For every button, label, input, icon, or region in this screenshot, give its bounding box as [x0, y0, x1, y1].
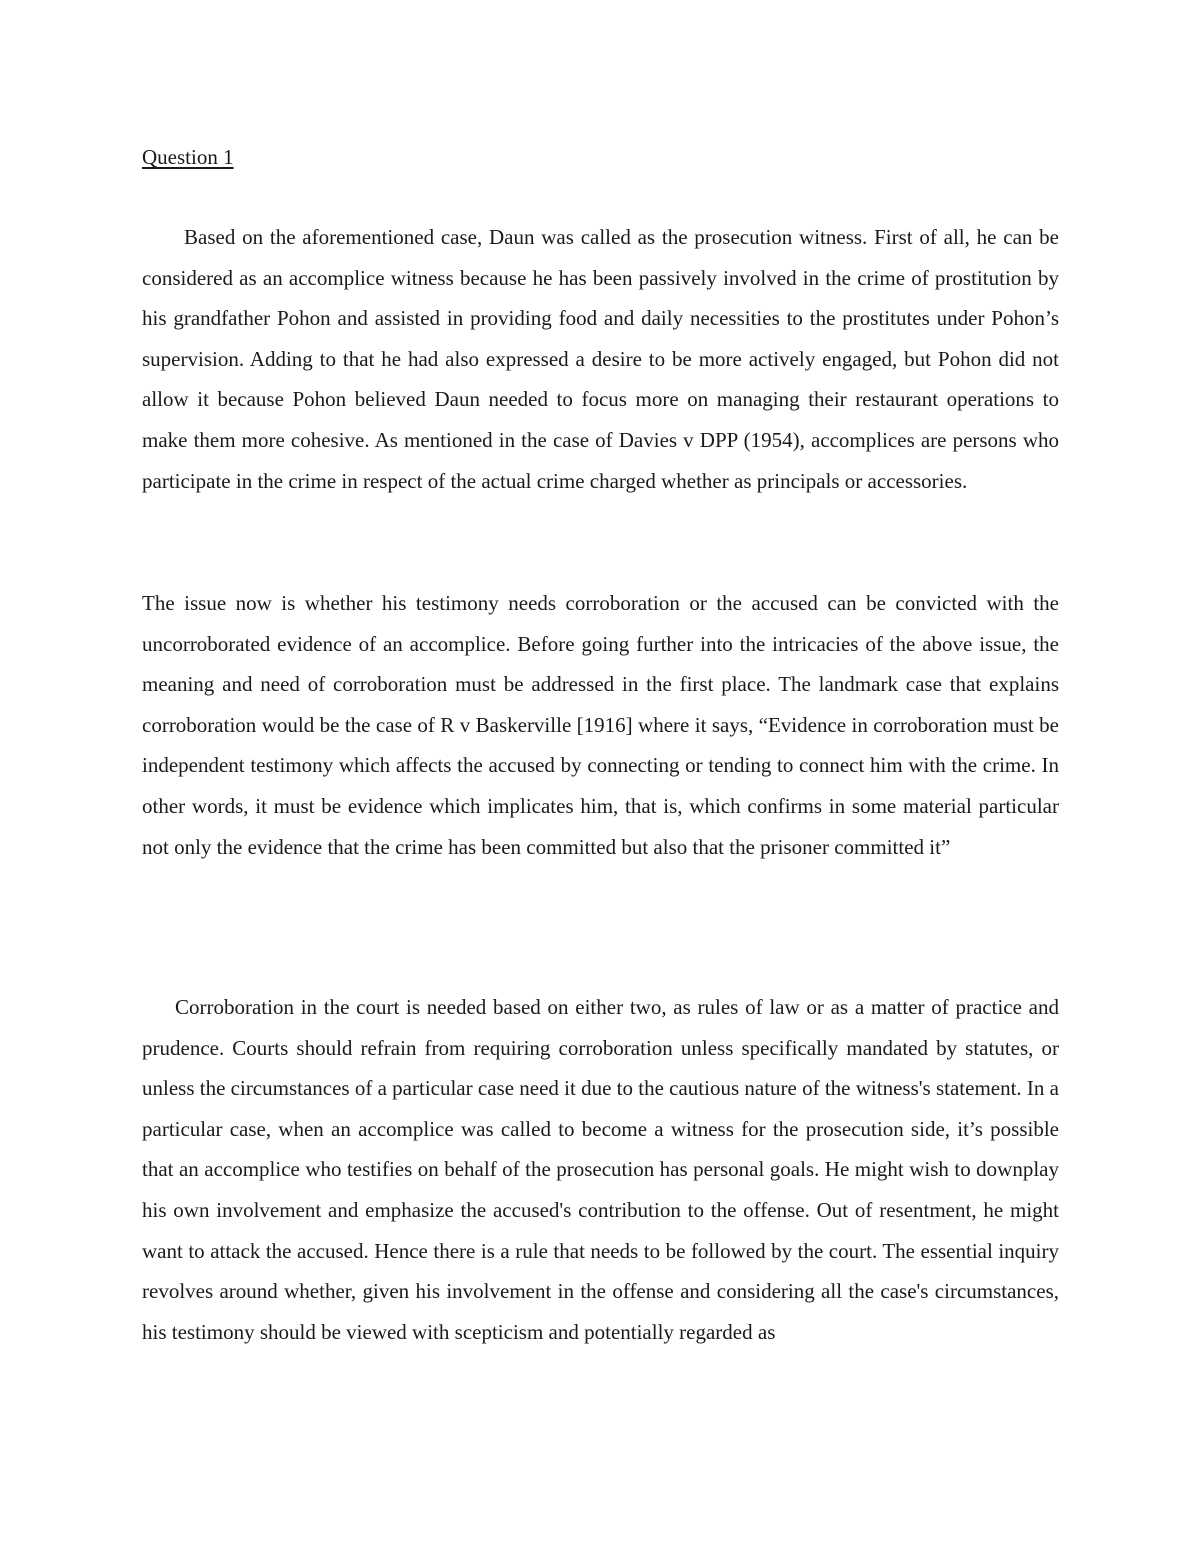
- paragraph-accomplice-witness: Based on the aforementioned case, Daun was called as the prosecution witness. First of all, he can be considered as an accomplice witness because he has been passively involved in the crime of prostitution by his grandfather Pohon and assisted in providing food and daily necessities to the prostitutes under Pohon’s supervision. Adding to that he had also expressed a desire to be more actively engaged, but Pohon did not allow it because Pohon believed Daun needed to focus more on managing their restaurant operations to make them more cohesive. As mentioned in the case of Davies v DPP (1954), accomplices are persons who participate in the crime in respect of the actual crime charged whether as principals or accessories.: [142, 225, 1059, 493]
- paragraph-corroboration-issue: The issue now is whether his testimony needs corroboration or the accused can be convicted with the uncorroborated evidence of an accomplice. Before going further into the intricacies of the above issue, the meaning and need of corroboration must be addressed in the first place. The landmark case that explains corroboration would be the case of R v Baskerville [1916] where it says, “Evidence in corroboration must be independent testimony which affects the accused by connecting or tending to connect him with the crime. In other words, it must be evidence which implicates him, that is, which confirms in some material particular not only the evidence that the crime has been committed but also that the prisoner committed it”: [142, 591, 1059, 859]
- paragraph-corroboration-rules: Corroboration in the court is needed based on either two, as rules of law or as a matter of practice and prudence. Courts should refrain from requiring corroboration unless specifically mandated by statutes, or unless the circumstances of a particular case need it due to the cautious nature of the witness's statement. In a particular case, when an accomplice was called to become a witness for the prosecution side, it’s possible that an accomplice who testifies on behalf of the prosecution has personal goals. He might wish to downplay his own involvement and emphasize the accused's contribution to the offense. Out of resentment, he might want to attack the accused. Hence there is a rule that needs to be followed by the court. The essential inquiry revolves around whether, given his involvement in the offense and considering all the case's circumstances, his testimony should be viewed with scepticism and potentially regarded as: [142, 995, 1059, 1344]
- question-heading: Question 1: [142, 145, 234, 169]
